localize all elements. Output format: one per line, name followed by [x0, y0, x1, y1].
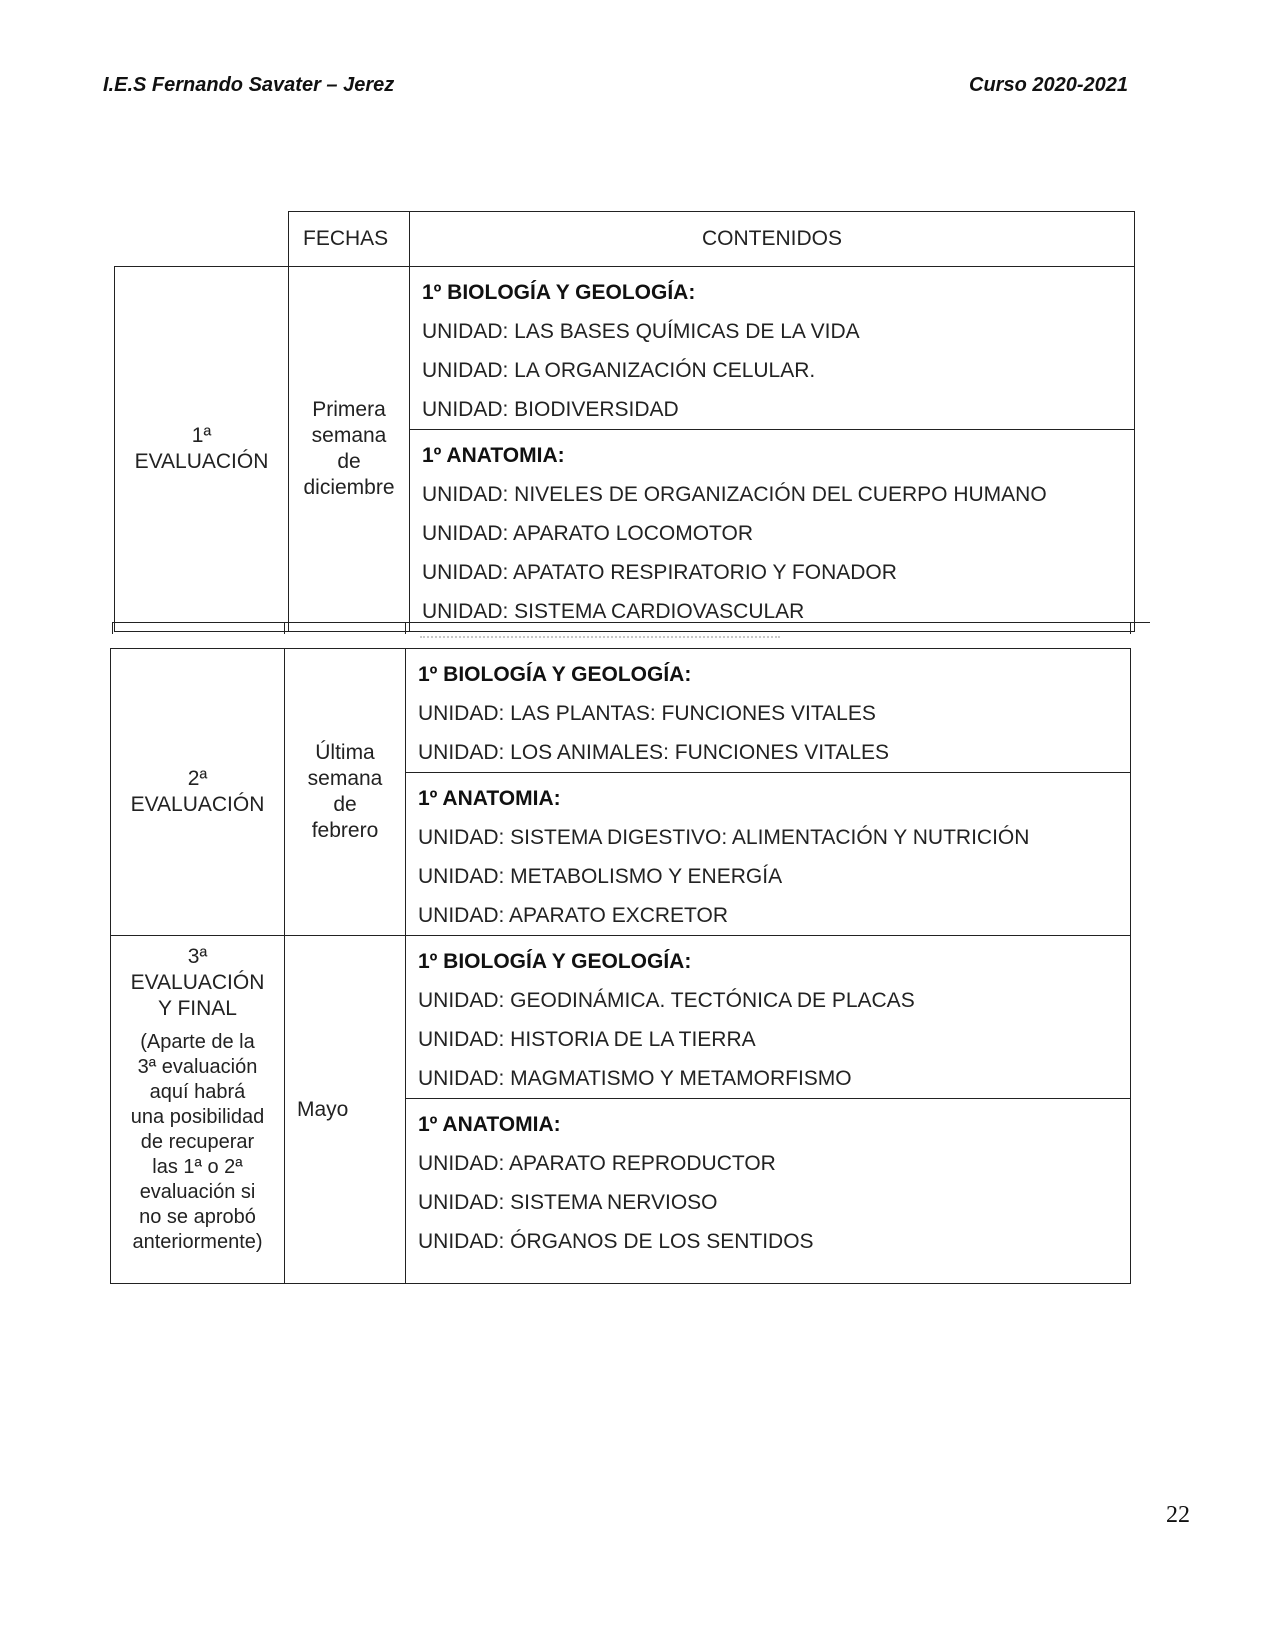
note-line: de recuperar	[140, 1131, 255, 1153]
unit-item: UNIDAD: APARATO LOCOMOTOR	[422, 522, 753, 545]
unit-item: UNIDAD: SISTEMA DIGESTIVO: ALIMENTACIÓN Y NUTRICIÓN	[418, 826, 1030, 849]
schedule-table-part-2	[110, 648, 1131, 1284]
page-number: 22	[1166, 1502, 1190, 1528]
unit-item: UNIDAD: NIVELES DE ORGANIZACIÓN DEL CUERPO HUMANO	[422, 483, 1047, 506]
group-title: 1º BIOLOGÍA Y GEOLOGÍA:	[418, 950, 692, 973]
date-line: semana	[311, 424, 387, 447]
header-school: I.E.S Fernando Savater – Jerez	[103, 74, 395, 96]
unit-item: UNIDAD: METABOLISMO Y ENERGÍA	[418, 865, 783, 888]
table-row	[111, 649, 1131, 773]
content-group-anatomia	[406, 1099, 1131, 1284]
unit-item: UNIDAD: APARATO REPRODUCTOR	[418, 1152, 776, 1175]
evaluation-date	[285, 936, 406, 1284]
unit-item: UNIDAD: LA ORGANIZACIÓN CELULAR.	[422, 359, 816, 382]
content-group-biologia	[406, 649, 1131, 773]
evaluation-final: Y FINAL	[158, 997, 237, 1020]
content-group-anatomia	[406, 773, 1131, 936]
unit-item: UNIDAD: SISTEMA CARDIOVASCULAR	[422, 600, 805, 623]
unit-item: UNIDAD: LOS ANIMALES: FUNCIONES VITALES	[418, 741, 890, 764]
unit-item: UNIDAD: APATATO RESPIRATORIO Y FONADOR	[422, 561, 897, 584]
unit-item: UNIDAD: HISTORIA DE LA TIERRA	[418, 1028, 756, 1051]
content-group-anatomia	[410, 430, 1135, 632]
unit-item: UNIDAD: LAS BASES QUÍMICAS DE LA VIDA	[422, 320, 860, 343]
group-title: 1º BIOLOGÍA Y GEOLOGÍA:	[418, 663, 692, 686]
empty-corner-cell	[115, 212, 289, 267]
note-line: una posibilidad	[130, 1106, 265, 1128]
unit-item: UNIDAD: MAGMATISMO Y METAMORFISMO	[418, 1067, 852, 1090]
date-line: febrero	[311, 819, 379, 842]
note-line: aquí habrá	[149, 1081, 246, 1103]
seam-tick	[284, 622, 285, 634]
table-seam-line	[112, 622, 1150, 623]
evaluation-label	[111, 936, 285, 1284]
group-title: 1º ANATOMIA:	[418, 787, 561, 810]
date-line: Última	[315, 741, 375, 764]
header-course: Curso 2020-2021	[969, 74, 1128, 96]
date-line: Primera	[312, 398, 386, 421]
evaluation-label	[111, 649, 285, 936]
evaluation-date	[289, 267, 410, 632]
evaluation-word: EVALUACIÓN	[130, 971, 265, 994]
faded-text-remnant	[420, 636, 780, 641]
evaluation-word: EVALUACIÓN	[130, 793, 265, 816]
unit-item: UNIDAD: ÓRGANOS DE LOS SENTIDOS	[418, 1230, 814, 1253]
evaluation-number: 2ª	[187, 767, 208, 790]
note-line: 3ª evaluación	[137, 1056, 258, 1078]
seam-tick	[112, 622, 113, 634]
group-title: 1º BIOLOGÍA Y GEOLOGÍA:	[422, 281, 696, 304]
note-line: no se aprobó	[139, 1206, 256, 1228]
date-line: de	[333, 793, 357, 816]
note-line: (Aparte de la	[140, 1031, 255, 1053]
date-line: Mayo	[297, 1097, 349, 1121]
evaluation-number: 3ª	[187, 945, 208, 968]
evaluation-word: EVALUACIÓN	[134, 450, 269, 473]
note-line: las 1ª o 2ª	[152, 1156, 243, 1178]
content-group-biologia	[406, 936, 1131, 1099]
unit-item: UNIDAD: APARATO EXCRETOR	[418, 904, 729, 927]
table-row	[115, 267, 1135, 430]
table-header-row	[115, 212, 1135, 267]
schedule-table-part-1	[114, 211, 1135, 632]
unit-item: UNIDAD: BIODIVERSIDAD	[422, 398, 679, 421]
recovery-note	[111, 1030, 284, 1255]
seam-tick	[405, 622, 406, 634]
group-title: 1º ANATOMIA:	[422, 444, 565, 467]
date-line: de	[337, 450, 361, 473]
content-group-biologia	[410, 267, 1135, 430]
note-line: evaluación si	[139, 1181, 256, 1203]
unit-item: UNIDAD: GEODINÁMICA. TECTÓNICA DE PLACAS	[418, 989, 915, 1012]
unit-item: UNIDAD: LAS PLANTAS: FUNCIONES VITALES	[418, 702, 876, 725]
table-row	[111, 936, 1131, 1099]
column-header-fechas: FECHAS	[289, 212, 410, 267]
group-title: 1º ANATOMIA:	[418, 1113, 561, 1136]
evaluation-number: 1ª	[191, 424, 212, 447]
column-header-contenidos: CONTENIDOS	[410, 212, 1135, 267]
seam-tick	[1130, 622, 1131, 634]
evaluation-label	[115, 267, 289, 632]
date-line: diciembre	[303, 476, 395, 499]
note-line: anteriormente)	[132, 1231, 263, 1253]
date-line: semana	[307, 767, 383, 790]
evaluation-date	[285, 649, 406, 936]
unit-item: UNIDAD: SISTEMA NERVIOSO	[418, 1191, 718, 1214]
